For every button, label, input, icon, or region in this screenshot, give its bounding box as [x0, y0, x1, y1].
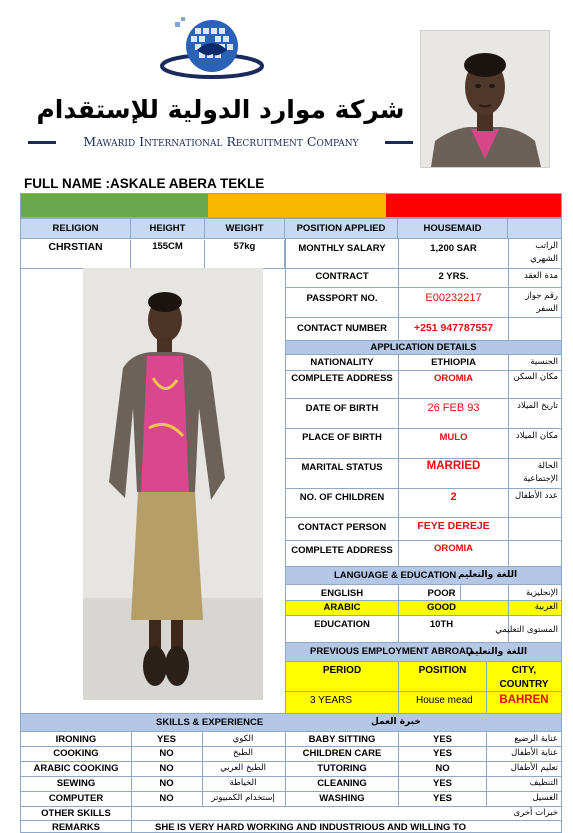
skill-tutoring-value: NO: [435, 763, 450, 774]
birthplace-ar: مكان الميلاد: [515, 431, 558, 441]
employment-period-header: PERIOD: [286, 662, 398, 691]
skill-computer-label: COMPUTER: [48, 793, 104, 804]
dob-label: DATE OF BIRTH: [305, 403, 379, 414]
skill-arabic-cooking-ar: الطبخ العربي: [220, 763, 266, 773]
dob-ar: تاريخ الميلاد: [517, 401, 558, 411]
skill-ironing-value: YES: [156, 734, 176, 745]
skill-ironing-label: IRONING: [55, 734, 97, 745]
skill-cleaning-value: YES: [432, 778, 452, 789]
contact-number-value: +251 947787557: [413, 322, 494, 334]
marital-status-ar: الحالة الإجتماعية: [523, 461, 558, 484]
skill-tutoring-ar: تعليم الأطفال: [510, 763, 558, 773]
skill-cleaning-ar: التنظيف: [529, 778, 558, 788]
children-ar: عدد الأطفال: [514, 491, 558, 501]
skill-cooking-ar: الطبخ: [233, 748, 253, 758]
application-details-header: APPLICATION DETAILS: [286, 341, 561, 354]
marital-status-label: MARITAL STATUS: [301, 462, 383, 473]
skills-grid: [21, 732, 561, 806]
skill-cooking-label: COOKING: [53, 748, 99, 759]
children-value: 2: [450, 491, 457, 503]
contact-person-value: FEYE DEREJE: [417, 520, 490, 532]
contact-number-label: CONTACT NUMBER: [296, 323, 388, 334]
salary-label: MONTHLY SALARY: [298, 243, 386, 254]
nationality-label: NATIONALITY: [310, 357, 374, 368]
education-label: EDUCATION: [314, 619, 370, 630]
address-ar: مكان السكن: [513, 372, 558, 382]
address-label: COMPLETE ADDRESS: [291, 373, 393, 384]
header-position-applied: POSITION APPLIED: [285, 219, 398, 238]
skill-computer-value: NO: [159, 793, 174, 804]
skill-cooking-value: NO: [159, 748, 174, 759]
skill-baby-sitting-label: BABY SITTING: [308, 734, 376, 745]
full-body-photo: [83, 268, 263, 700]
header-height: HEIGHT: [131, 219, 205, 238]
employment-period-value: 3 YEARS: [286, 692, 398, 713]
employment-position-value: House mead: [399, 692, 486, 713]
employment-header: PREVIOUS EMPLOYMENT ABROAD اللغة والتعليم: [286, 643, 561, 661]
english-ar: الإنجليزية: [525, 588, 558, 598]
company-arabic-name: شركة موارد الدولية للإستقدام: [36, 95, 405, 124]
arabic-label: ARABIC: [286, 601, 398, 615]
salary-value: 1,200 SAR: [430, 243, 477, 254]
children-label: NO. OF CHILDREN: [299, 492, 385, 503]
birthplace-label: PLACE OF BIRTH: [302, 432, 382, 443]
skill-sewing-value: NO: [159, 778, 174, 789]
english-label: ENGLISH: [320, 588, 364, 599]
header-weight: WEIGHT: [205, 219, 285, 238]
skill-arabic-cooking-label: ARABIC COOKING: [33, 763, 119, 774]
skill-sewing-ar: الخياطة: [229, 778, 257, 788]
arabic-ar: العربية: [509, 601, 561, 615]
profile-photo: [420, 30, 550, 168]
company-logo: [155, 10, 270, 92]
marital-status-value: MARRIED: [426, 460, 481, 472]
contract-value: 2 YRS.: [438, 271, 469, 282]
skill-washing-ar: الغسيل: [532, 793, 558, 803]
religion-value: CHRSTIAN: [21, 240, 131, 268]
skill-computer-ar: إستخدام الكمبيوتر: [211, 793, 275, 803]
remarks-text: SHE IS VERY HARD WORKING AND INDUSTRIOUS AND WILLING TO: [155, 822, 467, 833]
address2-label: COMPLETE ADDRESS: [291, 545, 393, 556]
employment-country-header: CITY, COUNTRY: [487, 662, 561, 691]
passport-label: PASSPORT NO.: [306, 293, 378, 304]
header-position-value: HOUSEMAID: [398, 219, 508, 238]
skill-sewing-label: SEWING: [56, 778, 96, 789]
education-ar: المستوى التعليمي: [495, 625, 558, 635]
nationality-value: ETHIOPIA: [431, 357, 476, 368]
company-english-name: Mawarid International Recruitment Company: [28, 134, 413, 150]
salary-ar: الراتب الشهري: [530, 241, 558, 264]
passport-value: E00232217: [425, 292, 482, 304]
height-value: 155CM: [131, 240, 205, 268]
english-value: POOR: [427, 588, 456, 599]
language-header: LANGUAGE & EDUCATION اللغة والتعليم: [286, 567, 561, 584]
address2-value: OROMIA: [433, 543, 474, 554]
other-skills-ar: خبرات أخرى: [513, 808, 558, 818]
nationality-ar: الجنسية: [530, 357, 558, 367]
color-bar: [20, 193, 562, 218]
skill-children-care-value: YES: [432, 748, 452, 759]
skill-baby-sitting-value: YES: [432, 734, 452, 745]
contract-label: CONTRACT: [315, 271, 369, 282]
employment-position-header: POSITION: [399, 662, 486, 691]
skill-ironing-ar: الكوي: [232, 734, 254, 744]
skill-children-care-label: CHILDREN CARE: [302, 748, 382, 759]
other-skills-label: OTHER SKILLS: [41, 808, 111, 819]
skill-arabic-cooking-value: NO: [159, 763, 174, 774]
color-bar-yellow: [208, 194, 386, 217]
birthplace-value: MULO: [439, 432, 468, 443]
arabic-value: GOOD: [399, 601, 484, 615]
remarks-label: REMARKS: [51, 822, 101, 833]
address-value: OROMIA: [433, 373, 474, 384]
skill-cleaning-label: CLEANING: [317, 778, 367, 789]
skill-washing-value: YES: [432, 793, 452, 804]
weight-value: 57kg: [205, 240, 285, 268]
header-religion: RELIGION: [21, 219, 131, 238]
skills-header: SKILLS & EXPERIENCE خبرة العمل: [21, 714, 561, 731]
skill-children-care-ar: عناية الأطفال: [511, 748, 558, 758]
skill-washing-label: WASHING: [319, 793, 365, 804]
passport-ar: رقم جواز السفر: [525, 291, 558, 314]
color-bar-green: [21, 194, 208, 217]
color-bar-red: [386, 194, 561, 217]
skill-baby-sitting-ar: عناية الرضيع: [514, 734, 558, 744]
employment-country-value: BAHREN: [487, 692, 561, 713]
contract-ar: مدة العقد: [524, 271, 558, 281]
contact-person-label: CONTACT PERSON: [297, 522, 387, 533]
education-value: 10TH: [429, 619, 454, 630]
dob-value: 26 FEB 93: [427, 402, 480, 414]
full-name-line: FULL NAME :ASKALE ABERA TEKLE: [24, 176, 265, 191]
skill-tutoring-label: TUTORING: [317, 763, 367, 774]
